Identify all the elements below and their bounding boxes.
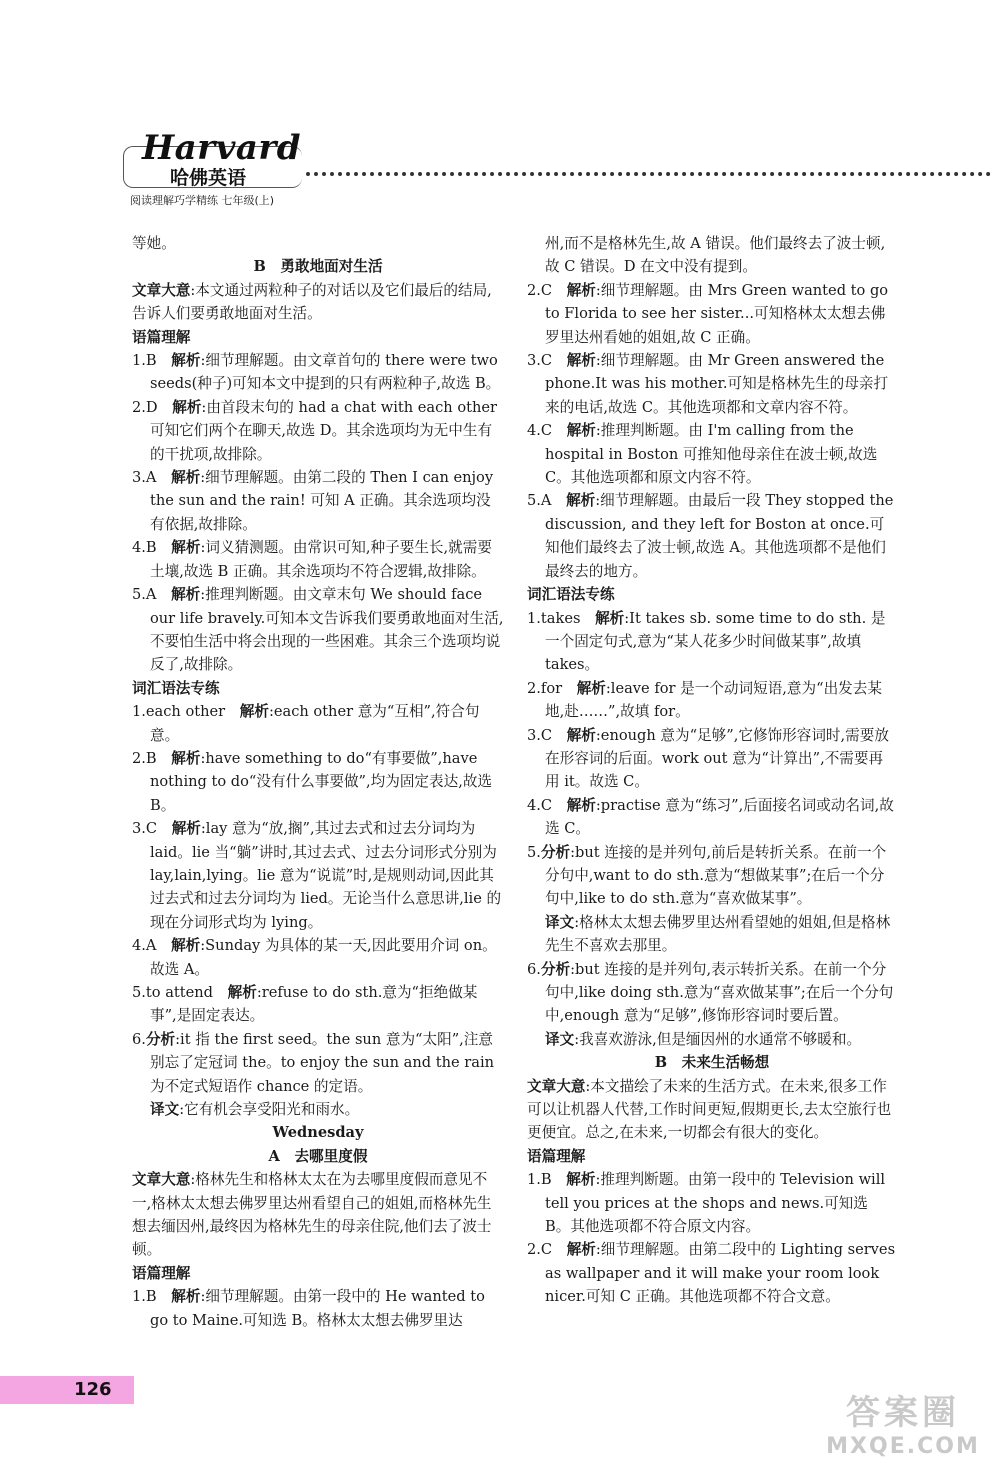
text-paragraph [527,349,897,419]
text-paragraph [527,841,897,911]
section-label: 解析 [566,796,596,814]
paragraph-text: :细节理解题。由 Mrs Green wanted to go to Florida to see her sister...可知格林太太想去佛罗里达州看她的姐姐,故 C 正确。 [545,281,889,346]
section-label: 解析 [227,984,257,1001]
paragraph-text: 语篇理解 [132,1264,191,1282]
paragraph-text: :我喜欢游泳,但是缅因州的水通常不够暖和。 [574,1030,862,1048]
item-number: 3.A [132,469,172,487]
section-label: 文章大意 [132,281,191,299]
item-number: 1.B [527,1171,567,1189]
logo-chinese-title: 哈佛英语 [170,167,247,189]
paragraph-text: :格林先生和格林太太在为去哪里度假而意见不一,格林太太想去佛罗里达州看望自己的姐姐,而格林先生想去缅因州,最终因为格林先生的母亲住院,他们去了波士顿。 [132,1171,492,1259]
section-label: 解析 [566,1241,596,1259]
paragraph-text: :enough 意为“足够”,它修饰形容词时,需要放在形容词的后面。work out 意为“计算出”,不需要再用 it。故选 C。 [545,726,889,791]
paragraph-text: 语篇理解 [132,328,191,346]
paragraph-text: :推理判断题。由 I'm calling from the hospital in Boston 可推知他母亲住在波士顿,故选 C。其他选项都和原文内容不符。 [545,422,878,487]
item-number: 3.C [132,820,172,838]
item-number: 4.B [132,539,172,557]
section-label: 解析 [171,352,201,370]
section-label: 译文 [545,1030,575,1048]
paragraph-text: Wednesday [272,1124,364,1142]
paragraph-text: 等她。 [132,235,176,252]
text-paragraph [132,1121,504,1144]
paragraph-text: :本文描绘了未来的生活方式。在未来,很多工作可以让机器人代替,工作时间更短,假期更长,去太空旅行也更便宜。总之,在未来,一切都会有很大的变化。 [527,1077,892,1142]
paragraph-text: :lay 意为“放,搁”,其过去式和过去分词均为 laid。lie 当“躺”讲时,其过去式、过去分词形式分别为 lay,lain,lying。lie 意为“说谎”时,是规则动词,因此其过去式和过去分词均为 lied。无论当什么意思讲,lie 的现在分词形式均为 lying。 [150,820,502,931]
book-subtitle: 阅读理解巧学精练 七年级(上) [130,194,275,207]
section-label: 分析 [145,1030,176,1048]
item-number: 1.each other [132,703,240,721]
item-number: 6. [132,1030,146,1048]
harvard-logo: Harvard [142,128,302,168]
text-paragraph [527,1238,897,1308]
page-number-badge [0,1376,134,1404]
text-paragraph [132,747,504,817]
text-paragraph [132,817,504,934]
text-paragraph [527,1075,897,1145]
watermark-top: 答案圈 [846,1393,960,1433]
text-paragraph [132,349,504,396]
paragraph-text: :细节理解题。由 Mr Green answered the phone.It was his mother.可知是格林先生的母亲打来的电话,故选 C。其他选项都和文章内容不符。 [545,352,889,416]
text-paragraph [132,1168,504,1262]
item-number: 4.A [132,937,172,955]
item-number: 2.C [527,281,567,299]
section-label: 解析 [566,281,596,299]
item-number: 1.takes [527,609,596,627]
paragraph-text: 州,而不是格林先生,故 A 错误。他们最终去了波士顿,故 C 错误。D 在文中没有提到。 [545,235,886,276]
section-label: 解析 [566,1171,596,1189]
paragraph-text: :推理判断题。由第一段中的 Television will tell you prices at the shops and news.可知选 B。其他选项都不符合原文内容。 [545,1171,886,1236]
section-label: 解析 [576,679,606,697]
item-number: 4.C [527,796,567,814]
section-label: 解析 [171,749,201,767]
text-paragraph [132,1145,504,1168]
text-paragraph [132,536,504,583]
paragraph-text: :细节理解题。由最后一段 They stopped the discussion, and they left for Boston at once.可知他们最终去了波士顿,故选 A。其他选项都不是他们最终去的地方。 [545,492,894,580]
text-paragraph [527,489,897,583]
header-dotted-rule [306,172,991,176]
text-paragraph [132,279,504,326]
text-paragraph [132,1028,504,1098]
section-label: 解析 [172,398,202,416]
section-label: 译文 [150,1101,180,1119]
paragraph-text: :each other 意为“互相”,符合句意。 [150,703,480,744]
paragraph-text: B 勇敢地面对生活 [253,258,383,276]
paragraph-text: :it 指 the first seed。the sun 意为“太阳”,注意别忘了定冠词 the。to enjoy the sun and the rain 为不定式短语作 chance 的定语。 [150,1030,495,1095]
page-number: 126 [74,1379,112,1400]
section-label: 解析 [595,609,625,627]
paragraph-text: :它有机会享受阳光和雨水。 [179,1101,360,1119]
text-paragraph [132,677,504,700]
text-paragraph [527,677,897,724]
section-label: 解析 [566,726,596,744]
section-label: 解析 [239,703,269,721]
item-number: 3.C [527,726,567,744]
paragraph-text: :have something to do“有事要做”,have nothing to do“没有什么事要做”,均为固定表达,故选 B。 [150,749,493,814]
text-paragraph [527,279,897,349]
paragraph-text: 语篇理解 [527,1147,586,1165]
section-label: 文章大意 [527,1077,586,1095]
paragraph-text: :leave for 是一个动词短语,意为“出发去某地,赴……”,故填 for。 [545,679,882,721]
section-label: 分析 [540,960,571,978]
page-header [118,122,998,222]
text-paragraph [132,466,504,536]
item-number: 5. [527,843,541,861]
text-paragraph [527,1145,897,1168]
paragraph-text: :but 连接的是并列句,前后是转折关系。在前一个分句中,want to do sth.意为“想做某事”;在后一个分句中,like to do sth.意为“喜欢做某事”。 [545,843,887,908]
paragraph-text: :格林太太想去佛罗里达州看望她的姐姐,但是格林先生不喜欢去那里。 [545,913,891,955]
paragraph-text: A 去哪里度假 [268,1147,368,1165]
section-label: 解析 [171,937,201,955]
paragraph-text: :but 连接的是并列句,表示转折关系。在前一个分句中,like doing sth.意为“喜欢做某事”;在后一个分句中,enough 意为“足够”,修饰形容词时要后置。 [545,960,894,1025]
text-paragraph [132,1285,504,1332]
section-label: 文章大意 [132,1171,191,1189]
text-paragraph [527,1028,897,1051]
text-paragraph [132,232,504,255]
section-label: 解析 [566,422,596,440]
item-number: 3.C [527,352,567,370]
section-label: 译文 [545,913,575,931]
text-paragraph [527,724,897,794]
item-number: 4.C [527,422,567,440]
section-label: 解析 [566,352,596,370]
text-paragraph [527,232,897,279]
text-paragraph [527,958,897,1028]
section-label: 解析 [171,1288,201,1306]
paragraph-text: :practise 意为“练习”,后面接名词或动名词,故选 C。 [545,796,894,838]
paragraph-text: :细节理解题。由第一段中的 He wanted to go to Maine.可知选 B。格林太太想去佛罗里达 [150,1288,485,1329]
item-number: 5.A [132,586,172,604]
text-paragraph [132,1262,504,1285]
paragraph-text: :refuse to do sth.意为“拒绝做某事”,是固定表达。 [150,984,478,1025]
paragraph-text: :词义猜测题。由常识可知,种子要生长,就需要土壤,故选 B 正确。其余选项均不符合逻辑,故排除。 [150,539,492,580]
item-number: 5.to attend [132,984,228,1001]
paragraph-text: :推理判断题。由文章末句 We should face our life bravely.可知本文告诉我们要勇敢地面对生活,不要怕生活中将会出现的一些困难。其余三个选项均说反了,故排除。 [150,586,504,674]
item-number: 1.B [132,352,172,370]
paragraph-text: B 未来生活畅想 [654,1054,770,1072]
text-paragraph [132,326,504,349]
text-paragraph [132,1098,504,1121]
watermark [810,1385,996,1459]
left-column [132,232,504,1332]
text-paragraph [527,419,897,489]
text-paragraph [132,583,504,677]
paragraph-text: 词汇语法专练 [527,586,615,604]
paragraph-text: :Sunday 为具体的某一天,因此要用介词 on。故选 A。 [150,937,497,978]
paragraph-text: :细节理解题。由第二段的 Then I can enjoy the sun and the rain! 可知 A 正确。其余选项均没有依据,故排除。 [150,469,494,533]
text-paragraph [132,934,504,981]
watermark-bottom: MXQE.COM [826,1434,980,1459]
right-column [527,232,897,1309]
section-label: 解析 [566,492,596,510]
paragraph-text: :细节理解题。由第二段中的 Lighting serves as wallpaper and it will make your room look nicer.可知 C 正确。其他选项都不符合文意。 [545,1241,896,1306]
section-label: 分析 [540,843,571,861]
text-paragraph [527,1168,897,1238]
item-number: 2.D [132,398,173,416]
text-paragraph [132,396,504,466]
item-number: 5.A [527,492,567,510]
section-label: 解析 [171,469,201,487]
text-paragraph [527,607,897,677]
paragraph-text: :It takes sb. some time to do sth. 是一个固定句式,意为“某人花多少时间做某事”,故填 takes。 [545,609,886,674]
text-paragraph [527,583,897,606]
item-number: 2.C [527,1241,567,1259]
paragraph-text: :本文通过两粒种子的对话以及它们最后的结局,告诉人们要勇敢地面对生活。 [132,281,492,323]
text-paragraph [132,700,504,747]
item-number: 2.for [527,679,577,697]
section-label: 解析 [171,539,201,557]
section-label: 解析 [171,586,201,604]
item-number: 1.B [132,1288,172,1306]
paragraph-text: :由首段末句的 had a chat with each other 可知它们两个在聊天,故选 D。其余选项均为无中生有的干扰项,故排除。 [150,398,498,463]
paragraph-text: 词汇语法专练 [132,679,220,697]
text-paragraph [527,911,897,958]
text-paragraph [527,794,897,841]
item-number: 2.B [132,749,172,767]
paragraph-text: :细节理解题。由文章首句的 there were two seeds(种子)可知本文中提到的只有两粒种子,故选 B。 [150,352,501,393]
text-paragraph [132,981,504,1028]
item-number: 6. [527,960,541,978]
text-paragraph [132,255,504,278]
text-paragraph [527,1051,897,1074]
section-label: 解析 [171,820,201,838]
